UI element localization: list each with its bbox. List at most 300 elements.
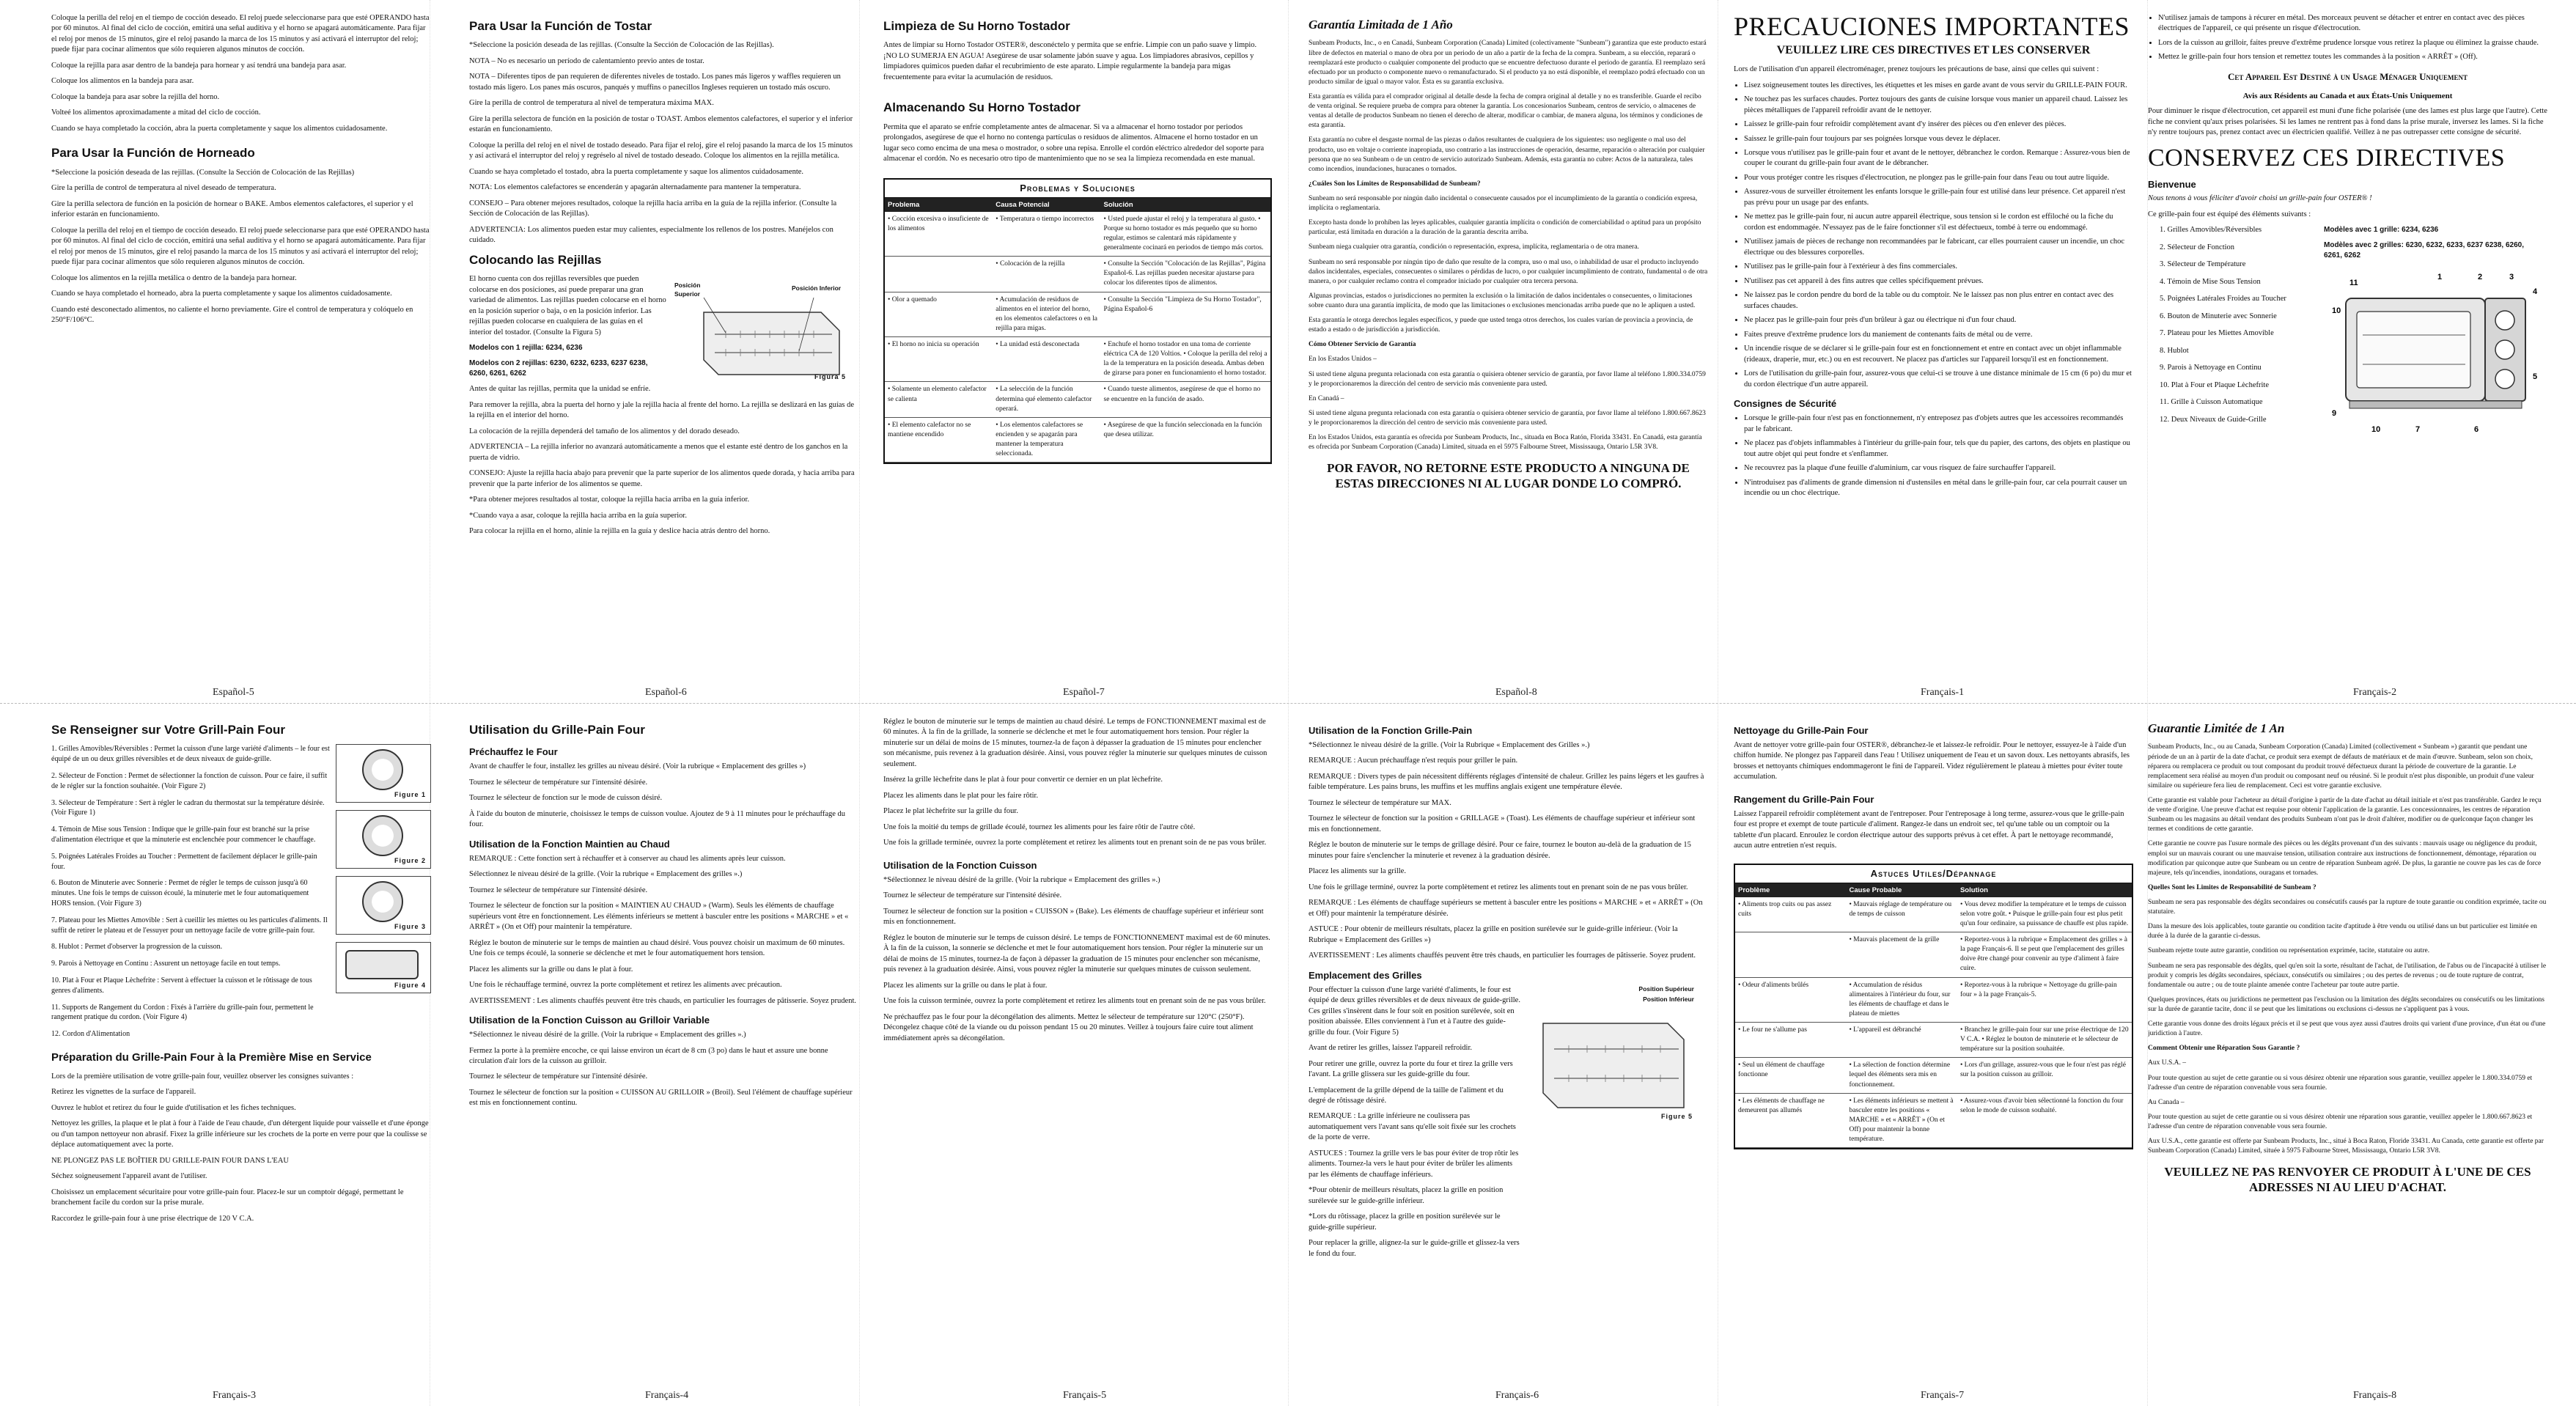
table-cell: • Les éléments de chauffage ne demeurent pas allumés [1735,1093,1846,1148]
list-item: • Un incendie risque de se déclarer si le grille-pain four est en fonctionnement et entre en contact avec un objet inflammable (rideaux, draperie, mur, etc.) ou en est recouvert. Ne placez pas d'articles sur l'appareil lorsqu'il est en fonctionnement. [1744,344,2133,365]
section-heading: Colocando las Rejillas [469,252,602,267]
list-item: • N'utilisez pas le grille-pain four à l'extérieur à des fins commerciales. [1744,262,2133,272]
section-heading: Para Usar la Función de Tostar [469,19,652,33]
list-item: 8. Hublot : Permet d'observer la progression de la cuisson. [51,943,223,952]
section-heading: Para Usar la Función de Horneado [51,146,255,161]
paragraph: Sunbeam niega cualquier otra garantía, condición o representación, expresa, implícita, reglamentaria o de otra manera. [1309,243,1639,251]
subheading: Rangement du Grille-Pain Four [1734,793,1874,805]
section-body [1734,740,2133,783]
paragraph: Pour toute question au sujet de cette garantie ou si vous désirez obtenir une réparation sous garantie, veuillez appeler le 1.800.334.0759 et l'adresse d'un centre de réparation convenable vous sera fournie. [2148,1074,2533,1092]
return-warning: POR FAVOR, NO RETORNE ESTE PRODUCTO A NINGUNA DE ESTAS DIRECCIONES NI AL LUGAR DONDE LO COMPRÓ. [1327,461,1690,490]
paragraph: Antes de quitar las rejillas, permita que la unidad se enfríe. [469,385,651,394]
paragraph: Cuando se haya completado la cocción, abra la puerta completamente y saque los alimentos cuidadosamente. [51,124,388,133]
list-item: • Pour vous protéger contre les risques d'électrocution, ne plongez pas le grille-pain four dans l'eau ou tout autre liquide. [1744,173,2133,183]
page-number: Français-1 [1921,687,1965,698]
list-item: • Faites preuve d'extrême prudence lors du maniement de contenants faits de métal ou de verre. [1744,330,2133,340]
precautions-list [2148,13,2547,63]
paragraph: NOTA – Diferentes tipos de pan requieren de diferentes niveles de tostado. Los panes más ligeros y waffles requieren un tostado más ligero. Los panes más oscuros, panqués y muffins o panecillos Ingleses requieren un tostado más oscuro. [469,73,841,92]
list-item: • N'introduisez pas d'aliments de grande dimension ni d'ustensiles en métal dans le grille-pain four, car cela pourrait causer un incendie ou un choc électrique. [1744,478,2133,499]
figure-4-cord-storage [336,942,431,993]
paragraph: Lors de la première utilisation de votre grille-pain four, veuillez observer les consignes suivantes : [51,1072,354,1081]
table-cell: • El horno no inicia su operación [885,337,993,382]
paragraph: Retirez les vignettes de la surface de l'appareil. [51,1088,196,1097]
panel-francais-3 [51,717,433,1391]
paragraph: Permita que el aparato se enfríe completamente antes de almacenar. Si va a almacenar el horno tostador por periodos prolongados, asegúrese de que el horno no contenga partículas o residuos de alimentos. Almacene el horno tostador en un lugar seco como encima de una mesa o mostrador, o sobre una repisa. Enrolle el cordón eléctrico alrededor del soporte para almacenar el cordón. No es necesario otro tipo de mantenimiento que no se sea la limpieza recomendada en este manual. [883,122,1265,163]
section-heading: Utilisation du Grille-Pain Four [469,723,645,737]
paragraph: Si usted tiene alguna pregunta relacionada con esta garantía o quisiera obtener servicio de garantía, por favor llame al teléfono 1.800.334.0759 y le proporcionaremos la dirección del centro de servicio más conveniente para usted. [1309,370,1706,388]
list-item: • N'utilisez jamais de pièces de rechange non recommandées par le fabricant, car elles pourraient causer un incendie, un choc électrique ou des blessures corporelles. [1744,237,2133,258]
list-item: • N'utilisez jamais de tampons à récurer en métal. Des morceaux peuvent se détacher et entrer en contact avec des pièces électriques de l'appareil, ce qui présente un risque d'électrocution. [2158,13,2547,34]
page-number: Français-3 [213,1390,257,1401]
paragraph: La colocación de la rejilla dependerá del tamaño de los alimentos y del dorado deseado. [469,427,740,435]
table-cell: • La selección de la función determina qué elemento calefactor operará. [993,382,1100,417]
paragraph: Séchez soigneusement l'appareil avant de l'utiliser. [51,1172,207,1181]
table-cell: • Usted puede ajustar el reloj y la temperatura al gusto. • Porque su horno tostador es más pequeño que su horno regular, estimos se calentará más rápidamente y generalmente cocinará en periodos de tiempo más cortos. [1101,212,1270,257]
page-number: Español-7 [1063,687,1105,698]
list-item: • Ne laissez pas le cordon pendre du bord de la table ou du comptoir. Ne le laissez pas non plus entrer en contact avec des surfaces chaudes. [1744,290,2133,312]
section-body [469,274,667,338]
paragraph: Aux U.S.A., cette garantie est offerte par Sunbeam Products, Inc., situé à Boca Raton, Floride 33431. Au Canada, cette garantie est offerte par Sunbeam Corporation (Canada) Limited, située à 5975 Falbourne Street, Mississauga, Ontario L5R 3V8. [2148,1138,2544,1155]
paragraph: *Lors du rôtissage, placez la grille en position surélevée sur le guide-grille supérieur. [1309,1212,1501,1232]
paragraph: Une fois la moitié du temps de grillade écoulé, tournez les aliments pour les faire rôtir de l'autre côté. [883,822,1196,831]
table-row [885,292,1270,336]
list-item: 2. Sélecteur de Fonction : Permet de sélectionner la fonction de cuisson. Pour ce faire, il suffit de le régler sur la fonction souhaitée. (Voir Figure 2) [51,772,328,790]
paragraph: Aux U.S.A. – [2148,1059,2186,1067]
paragraph: Gire la perilla selectora de función en la posición de tostar o TOAST. Ambos elementos calefactores, el superior y el inferior estarán en funcionamiento. [469,114,853,134]
column-header: Problema [885,198,993,212]
table-row [885,212,1270,257]
table-cell: • Consulte la Sección "Colocación de las Rejillas", Página Español-6. Las rejillas pueden necesitar ajustarse para colocar los diferentes tipos de alimentos. [1101,257,1270,292]
table-cell: • Reportez-vous à la rubrique « Nettoyage du grille-pain four » à la page Français-5. [1957,977,2132,1022]
section-body [1734,809,2133,852]
paragraph: En los Estados Unidos, esta garantía es ofrecida por Sunbeam Products, Inc., situada en Boca Ratón, Florida 33431. En Canadá, esta garantía es ofrecida por Sunbeam Corporation (Canada) Limited, situada en el 5975 Falbourne Street, Mississauga, Ontario L5R 3V8. [1309,434,1702,452]
parts-list [2148,225,2324,425]
list-item: 5. Poignées Latérales Froides au Toucher : Permettent de facilement déplacer le grille-pain four. [51,852,317,871]
page-number: Español-8 [1495,687,1537,698]
paragraph: Para colocar la rejilla en el horno, alinie la rejilla en la guía y deslice hacia atrás dentro del horno. [469,527,770,536]
list-item: 12. Deux Niveaux de Guide-Grille [2160,415,2267,424]
table-cell: • L'appareil est débranché [1846,1023,1957,1058]
section-heading: Almacenando Su Horno Tostador [883,100,1081,115]
paragraph: AVERTISSEMENT : Les aliments chauffés peuvent être très chauds, en particulier les fourrages de pâtisserie. Soyez prudent. [469,996,857,1005]
table-cell: • Acumulación de residuos de alimentos en el interior del horno, en los elementos calefactores o en la rejilla para migas. [993,292,1100,336]
intro-block [51,13,433,134]
paragraph: Esta garantía no cubre el desgaste normal de las piezas o daños resultantes de cualquiera de los siguientes: uso negligente o mal uso del producto, uso en voltaje o corriente inapropiada, uso contrario a las instrucciones de operación, desarme, reparación o alteración por cualquier persona que no sea Sunbeam o de un centro de servicio autorizado Sunbeam. Además, esta garantía no cubre: Actos de la naturaleza, tales como incendios, inundaciones, huracanes o tornados. [1309,136,1705,173]
list-item: • Mettez le grille-pain four hors tension et remettez toutes les commandes à la position « ARRÊT » (Off). [2158,52,2547,62]
table-cell: • Solamente un elemento calefactor se calienta [885,382,993,417]
table-cell: • Aliments trop cuits ou pas assez cuits [1735,897,1846,932]
paragraph: Gire la perilla de control de temperatura al nivel de temperatura máxima MAX. [469,99,714,108]
oven-back-icon [345,950,419,979]
list-item: 1. Grilles Amovibles/Réversibles [2160,226,2262,235]
section-heading: Garantía Limitada de 1 Año [1309,18,1453,32]
paragraph: Coloque la perilla del reloj en el nivel de tostado deseado. Para fijar el reloj, gire el reloj pasando la marca de los 15 minutos y así activará el interruptor del reloj y regréselo al nivel de tostado deseado. Coloque los alimentos en la rejilla metálica. [469,141,853,161]
rack-text [469,274,667,384]
paragraph: El horno cuenta con dos rejillas reversibles que pueden colocarse en dos posiciones, así puede preparar una gran variedad de alimentos. Las rejillas pueden colocarse en el horno en la posición superior o baja, o en la posición inferior. Las rejillas pueden colocarse en cualquiera de las guías en el interior del tostador. (Consulte la Figura 5) [469,275,666,336]
panel-francais-7 [1734,717,2133,1391]
paragraph: Sunbeam ne sera pas responsable des dégâts, quel qu'en soit la sorte, résultant de l'achat, de l'utilisation, de l'abus ou de l'incapacité à utiliser le produit y compris les dégâts secondaires, spéciaux, consécutifs ou similaires ; ou des pertes de revenus ; ou de toute rupture de contrat, fondamentale ou autre ; ou de toute plainte amenée contre l'acheteur par toute autre partie. [2148,962,2547,989]
page-number: Français-4 [645,1390,689,1401]
paragraph: Ne préchauffez pas le four pour la décongélation des aliments. Mettez le sélecteur de température sur 120°C (250°F). Décongelez chaque côté de la viande ou du poisson pendant 15 ou 20 minutes. Veillez à toujours faire cuire tout aliment immédiatement après sa décongélation. [883,1012,1254,1042]
paragraph: REMARQUE : Divers types de pain nécessitent différents réglages d'intensité de chaleur. Grillez les pains légers et les gaufres à faible température. Les pains bruns, les muffins et les muffins anglais exigent une température élevée. [1309,772,1704,792]
paragraph: REMARQUE : Les éléments de chauffage supérieurs se mettent à basculer entre les positions « MARCHE » et « ARRÊT » (On et Off) pour maintenir la température désirée. [1309,899,1703,918]
function-dial-icon [362,815,403,856]
paragraph: Cuando se haya completado el tostado, abra la puerta completamente y saque los alimentos cuidadosamente. [469,167,804,176]
paragraph: Coloque la perilla del reloj en el tiempo de cocción deseado. El reloj puede seleccionarse para que esté OPERANDO hasta por 60 minutos. Al final del ciclo de cocción, emitirá una señal auditiva y el horno se apagará automáticamente. Para fijar el reloj por menos de 15 minutos, gire el reloj pasando la marca de los 15 minutos y así activará el interruptor del reloj; puede fijar para cocinar alimentos que sólo requieren algunos minutos de cocción. [51,226,430,267]
paragraph: Tournez le sélecteur de température sur l'intensité désirée. [469,778,648,787]
subheading: Quelles Sont les Limites de Responsabilité de Sunbeam ? [2148,883,2316,891]
list-item: 9. Parois à Nettoyage en Continu : Assurent un nettoyage facile en tout temps. [51,960,281,968]
section-body [469,40,858,246]
table-cell: • Mauvais réglage de température ou de temps de cuisson [1846,897,1957,932]
paragraph: Tournez le sélecteur de température sur MAX. [1309,798,1451,807]
panel-espanol-7 [883,13,1272,688]
paragraph: Coloque los alimentos en la rejilla metálica o dentro de la bandeja para hornear. [51,273,297,282]
paragraph: Coloque la perilla del reloj en el tiempo de cocción deseado. El reloj puede seleccionarse para que esté OPERANDO hasta por 60 minutos. Al final del ciclo de cocción, emitirá una señal auditiva y el horno se apagará automáticamente. Para fijar el reloj por menos de 15 minutos, gire el reloj pasando la marca de los 15 minutos y así activará el interruptor del reloj; puede fijar para cocinar alimentos que sólo requieren algunos minutos de cocción. [51,14,430,54]
panel-francais-8 [2148,717,2547,1391]
table-row [1735,977,2132,1022]
panel-francais-1 [1734,13,2133,688]
paragraph: Gire la perilla de control de temperatura al nivel deseado de temperatura. [51,184,276,193]
features-list [51,744,330,1046]
panel-espanol-5 [51,13,433,688]
paragraph: Para remover la rejilla, abra la puerta del horno y jale la rejilla hacia al frente del horno. La rejilla se deslizará en las guías de la rejilla en el interior del horno. [469,400,855,420]
paragraph: Tournez le sélecteur de température sur l'intensité désirée. [883,891,1062,900]
paragraph: *Cuando vaya a asar, coloque la rejilla hacia arriba en la guía superior. [469,511,687,520]
list-item: 7. Plateau pour les Miettes Amovible [2160,329,2274,338]
paragraph: Sunbeam no será responsable por ningún tipo de daño que resulte de la compra, uso o mal uso, o inhabilidad de usar el producto incluyendo daños incidentales, especiales, consecuentes o similares o pérdidas de lucro, o por cualquier incumplimiento de contrato, fundamental o de otra manera, o por cualquier reclamo contra el comprador iniciado por cualquier otra tercera persona. [1309,258,1708,285]
paragraph: Tournez le sélecteur de fonction sur la position « GRILLAGE » (Toast). Les éléments de chauffage supérieur et inférieur sont mis en fonctionnement. [1309,814,1696,833]
paragraph: Fermez la porte à la première encoche, ce qui laisse environ un écart de 8 cm (3 po) dans le haut et assure une bonne circulation d'air lors de la cuisson au grilloir. [469,1046,828,1065]
figure-caption: Figure 3 [394,923,426,931]
table-row [1735,932,2132,977]
plug-notice: Pour diminuer le risque d'électrocution, cet appareil est muni d'une fiche polarisée (une des lames est plus large que l'autre). Cette fiche ne convient qu'aux prises polarisées. Si les lames ne rentrent pas à fond dans la prise murale, inversez les lames. Si la fiche n'y rentre toujours pas, prenez contact avec un électricien qualifié. Veillez à ne pas outrepasser cette consigne de sécurité. [2148,107,2547,137]
safety-list [1734,413,2133,498]
section-body [1309,355,1708,452]
paragraph: Choisissez un emplacement sécuritaire pour votre grille-pain four. Placez-le sur un comptoir dégagé, permettant le branchement facile du cordon sur la prise murale. [51,1188,404,1207]
table-cell: • La unidad está desconectada [993,337,1100,382]
section-body [2148,743,2547,877]
section-body [51,168,433,326]
paragraph: Réglez le bouton de minuterie sur le temps de cuisson désiré. Le temps de FONCTIONNEMENT maximal est de 60 minutes. À la fin de la cuisson, la sonnerie se déclenche et met le four automatiquement hors tension. Pour régler la minuterie sur un délai de moins de 15 minutes, tournez-la de façon à dépasser la graduation de 15 minutes pour enclencher son mécanisme, puis revenez à la graduation désirée. Ainsi, vous pouvez régler la minuterie sur quelques minutes de cuisson seulement. [883,933,1270,974]
figure-3-timer-dial [336,876,431,935]
list-item: 4. Témoin de Mise sous Tension : Indique que le grille-pain four est branché sur la prise d'alimentation électrique et que la minuterie est enclenchée pour commencer le chauffage. [51,825,316,844]
section-body [469,1030,858,1109]
paragraph: REMARQUE : La grille inférieure ne coulissera pas automatiquement vers l'avant sans qu'elle soit fixée sur les crochets de la porte de verre. [1309,1112,1516,1142]
list-item: 9. Parois à Nettoyage en Continu [2160,364,2262,372]
table-cell: • Branchez le grille-pain four sur une prise électrique de 120 V C.A. • Réglez le bouton de minuterie et le sélecteur de température sur la position souhaitée. [1957,1023,2132,1058]
callout-number: 4 [2533,287,2538,297]
table-cell: • Accumulation de résidus alimentaires à l'intérieur du four, sur les éléments de chauffage et dans le plateau de miettes [1846,977,1957,1022]
temperature-dial-icon [362,749,403,790]
features-section [51,744,433,1046]
table-cell: • Le four ne s'allume pas [1735,1023,1846,1058]
paragraph: Pour retirer une grille, ouvrez la porte du four et tirez la grille vers l'avant. La grille glissera sur les guide-grille du four. [1309,1059,1513,1079]
panel-francais-6 [1309,717,1708,1391]
list-item: 3. Sélecteur de Température : Sert à régler le cadran du thermostat sur la température désirée. (Voir Figure 1) [51,798,325,817]
figure-caption: Figure 2 [394,857,426,865]
panel-francais-5 [883,717,1272,1391]
callout-number: 9 [2332,409,2337,419]
paragraph: Nettoyez les grilles, la plaque et le plat à four à l'aide de l'eau chaude, d'un détergent liquide pour vaisselle et d'une éponge ou d'un tampon nettoyeur non abrasif. Fixez la grille inférieure sur les crochets de la porte en verre pour que la coulisse se déplace automatiquement avec la porte. [51,1119,429,1149]
paragraph: Une fois le grillage terminé, ouvrez la porte complètement et retirez les aliments tout en prenant soin de ne pas vous brûler. [1309,883,1688,891]
paragraph: Sunbeam no será responsable por ningún daño incidental o consecuente causados por el incumplimiento de la garantía o condición expresa, implícita o reglamentaria. [1309,194,1698,213]
paragraph: Avant de nettoyer votre grille-pain four OSTER®, débranchez-le et laissez-le refroidir. Pour le nettoyer, essuyez-le à l'aide d'un chiffon humide. Ne plongez pas l'appareil dans l'eau ! Utilisez uniquement de l'eau et un savon doux. Les nettoyants abrasifs, les brosses et nettoyants chimiques endommageront le fini de l'appareil. Videz régulièrement le plateau à miettes pour éviter toute accumulation. [1734,740,2130,781]
list-item: • Ne mettez pas le grille-pain four, ni aucun autre appareil électrique, sous tension si le cordon est effiloché ou la fiche du cordon est endommagée. N'essayez pas de le faire fonctionner s'il est défectueux, tombé à terre ou endommagé. [1744,212,2133,233]
rack-position-illustration [1528,1009,1690,1119]
section-body [883,122,1272,165]
paragraph: REMARQUE : Cette fonction sert à réchauffer et à conserver au chaud les aliments après leur cuisson. [469,854,786,863]
table-cell: • Olor a quemado [885,292,993,336]
section-body [883,875,1272,1044]
list-item: • Lors de l'utilisation du grille-pain four, assurez-vous que celui-ci se trouve à une distance minimale de 15 cm (6 po) du mur et du cordon électrique d'un autre appareil. [1744,369,2133,390]
column-header: Solución [1101,198,1270,212]
paragraph: Réglez le bouton de minuterie sur le temps de maintien au chaud désiré. Le temps de FONCTIONNEMENT maximal est de 60 minutes. À la fin de la grillade, la sonnerie se déclenche et met le four automatiquement hors tension. Pour régler la minuterie sur un délai de moins de 15 minutes, tournez-la de façon à dépasser la graduation de 15 minutes pour enclencher son mécanisme, puis revenez à la graduation désirée. Ainsi, vous pouvez régler la minuterie sur quelques minutes de cuisson seulement. [883,718,1267,768]
paragraph: Sélectionnez le niveau désiré de la grille. (Voir la rubrique « Emplacement des grilles ».) [469,870,743,879]
paragraph: Placez les aliments sur la grille ou dans le plat à four. [469,965,633,973]
table-cell: • Cuando tueste alimentos, asegúrese de que el horno no se encuentre en la función de asado. [1101,382,1270,417]
table-cell: • Les éléments inférieurs se mettent à basculer entre les positions « MARCHE » et « ARRÊT » (On et Off) pour maintenir la bonne température. [1846,1093,1957,1148]
callout-number: 1 [2437,273,2443,282]
table-cell: • Cocción excesiva o insuficiente de los alimentos [885,212,993,257]
table-cell: • Reportez-vous à la rubrique « Emplacement des grilles » à la page Français-6. Il se peut que l'emplacement des grilles doive être changé pour convenir au type d'aliment à faire cuire. [1957,932,2132,977]
paragraph: Placez les aliments sur la grille ou dans le plat à four. [883,981,1048,990]
paragraph: Algunas provincias, estados o jurisdicciones no permiten la exclusión o la limitación de daños incidentales o consecuentes, o limitaciones sobre cuanto dura una garantía implícita, de modo que las limitaciones o exclusiones mencionadas arriba puede que no le apliquen a usted. [1309,292,1696,309]
models-one-rack: Modelos con 1 rejilla: 6234, 6236 [469,344,583,353]
paragraph: Cette garantie vous donne des droits légaux précis et il se peut que vous ayez aussi d'autres droits qui varient d'une province, d'un état ou d'une juridiction à l'autre. [2148,1020,2546,1038]
paragraph: Sunbeam rejette toute autre garantie, condition ou représentation exprimée, tacite, statutaire ou autre. [2148,947,2430,955]
list-item: • Lorsque vous n'utilisez pas le grille-pain four et avant de le nettoyer, débranchez le cordon. Remarque : Assurez-vous bien de couper le courant du grille-pain four avant de le débrancher. [1744,148,2133,169]
list-item: 7. Plateau pour les Miettes Amovible : Sert à cueillir les miettes ou les particules d'aliments. Il suffit de retirer le plateau et de l'essuyer pour un nettoyage facile de votre grille-pain four. [51,916,328,935]
list-item: 11. Grille à Cuisson Automatique [2160,398,2263,407]
page-number: Español-5 [213,687,254,698]
list-item: 2. Sélecteur de Fonction [2160,243,2235,251]
table-cell: • Asegúrese de que la función seleccionada en la función que desea utilizar. [1101,417,1270,462]
section-body [2148,898,2547,1039]
paragraph: Pour effectuer la cuisson d'une large variété d'aliments, le four est équipé de deux grilles réversibles et de deux niveaux de guide-grille. Ces grilles s'insèrent dans le four soit en position surélevée, soit en position abaissée. Elles conviennent à l'un et à l'autre des guide-grille du four. (Voir Figure 5) [1309,985,1520,1037]
column-header: Problème [1735,883,1846,897]
rack-section [469,274,858,384]
rack-illustration [674,290,850,386]
paragraph: L'emplacement de la grille dépend de la taille de l'aliment et du degré de rôtissage désiré. [1309,1086,1504,1105]
list-item: 3. Sélecteur de Température [2160,260,2246,269]
callout-number: 2 [2478,273,2483,282]
list-item: • Ne touchez pas les surfaces chaudes. Portez toujours des gants de cuisine lorsque vous manier un appareil chaud. Laissez les pièces métalliques de l'appareil refroidir avant de le nettoyer. [1744,95,2133,116]
paragraph: Insérez la grille lèchefrite dans le plat à four pour convertir ce dernier en un plat lèchefrite. [883,776,1163,784]
panel-espanol-8 [1309,13,1708,688]
list-item: • N'utilisez pas cet appareil à des fins autres que celles spécifiquement prévues. [1744,276,2133,287]
subheading: Utilisation de la Fonction Cuisson [883,859,1037,871]
paragraph: Laissez l'appareil refroidir complètement avant de l'entreposer. Pour l'entreposage à long terme, assurez-vous que le grille-pain four est propre et exempt de toute particule d'aliment. Rangez-le dans un endroit sec, tel qu'une table ou un comptoir ou la tablette d'un placard. Enroulez le cordon électrique autour des supports prévus à cet effet. À part le nettoyage recommandé, aucun autre entretien n'est requis. [1734,809,2124,850]
label-lower-position: Position Inférieur [1643,995,1694,1003]
household-notice: Cet Appareil Est Destiné à un Usage Ménager Uniquement [2227,70,2468,82]
list-item: • Ne recouvrez pas la plaque d'une feuille d'aluminium, car vous risquez de faire surchauffer l'appareil. [1744,463,2133,474]
paragraph: *Para obtener mejores resultados al tostar, coloque la rejilla hacia arriba en la guía inferior. [469,496,750,504]
paragraph: Une fois la cuisson terminée, ouvrez la porte complètement et retirez les aliments tout en prenant soin de ne pas vous brûler. [883,997,1266,1006]
label-upper-position: Position Supérieur [1638,984,1694,993]
paragraph: NOTA – No es necesario un período de calentamiento previo antes de tostar. [469,56,704,65]
paragraph: Sunbeam Products, Inc., ou au Canada, Sunbeam Corporation (Canada) Limited (collectivement « Sunbeam ») garantit que pendant une période de un an à partir de la date d'achat, ce produit sera exempt de défauts de matériaux et de main d'œuvre. Sunbeam, selon son choix, réparera ou remplacera ce produit ou tout composant du produit trouvé défectueux durant la période de couverture de la garantie. Le remplacement sera réalisé au moyen d'un produit ou composant neuf ou réusiné. Si le produit n'est plus disponible, un produit d'une valeur similaire ou supérieure fera lieu de remplacement. Ceci est votre garantie exclusive. [2148,743,2534,790]
figure-caption: Figure 4 [394,982,426,990]
paragraph: CONSEJO – Para obtener mejores resultados, coloque la rejilla hacia arriba en la guía de la rejilla inferior. (Consulte la Sección de Colocación de las Rejillas). [469,199,837,218]
paragraph: *Seleccione la posición deseada de las rejillas. (Consulte la Sección de Colocación de las Rejillas). [469,41,774,50]
section-body [1309,985,1521,1265]
troubleshooting-grid [885,198,1270,463]
list-item: 11. Supports de Rangement du Cordon : Fixés à l'arrière du grille-pain four, permettent le rangement pratique du cordon. (Voir Figure 4) [51,1003,314,1022]
paragraph: Tournez le sélecteur de fonction sur la position « CUISSON AU GRILLOIR » (Broil). Seul l'élément de chauffage supérieur est mis en fonctionnement continu. [469,1088,853,1108]
callout-number: 3 [2509,273,2514,282]
section-body [469,384,858,537]
return-warning: VEUILLEZ NE PAS RENVOYER CE PRODUIT À L'UNE DE CES ADRESSES NI AU LIEU D'ACHAT. [2164,1165,2531,1194]
table-cell: • Lors d'un grillage, assurez-vous que le four n'est pas réglé sur la position cuisson au grilloir. [1957,1058,2132,1093]
column-header: Cause Probable [1846,883,1957,897]
welcome-text: Nous tenons à vous féliciter d'avoir choisi un grille-pain four OSTER® ! [2148,194,2372,203]
paragraph: Réglez le bouton de minuterie sur le temps de grillage désiré. Pour ce faire, tournez le bouton au-delà de la graduation de 15 minutes pour faire s'enclencher la minuterie et revenez à la graduation désirée. [1309,841,1691,860]
table-title: Astuces Utiles/Dépannage [1734,864,2133,883]
subheading: Utilisation de la Fonction Maintien au Chaud [469,838,670,850]
paragraph: NOTA: Los elementos calefactores se encenderán y apagarán alternadamente para mantener la temperatura. [469,183,801,192]
section-body [469,854,858,1006]
intro-text: Lors de l'utilisation d'un appareil électroménager, prenez toujours les précautions de base, ainsi que celles qui suivent : [1734,65,2100,74]
table-cell: • Mauvais placement de la grille [1846,932,1957,977]
table-row [1735,1023,2132,1058]
parts-section [2148,225,2547,504]
paragraph: Volteé los alimentos aproximadamente a mitad del ciclo de cocción. [51,108,261,117]
paragraph: Pour replacer la grille, alignez-la sur le guide-grille et glissez-la vers le fond du four. [1309,1239,1520,1258]
paragraph: NE PLONGEZ PAS LE BOÎTIER DU GRILLE-PAIN FOUR DANS L'EAU [51,1156,289,1165]
paragraph: Placez les aliments dans le plat pour les faire rôtir. [883,791,1039,800]
subheading: Cómo Obtener Servicio de Garantía [1309,341,1416,349]
list-item: 1. Grilles Amovibles/Réversibles : Permet la cuisson d'une large variété d'aliments – le four est équipé de un ou deux grilles réversibles et de deux niveaux de guide-grille. [51,745,330,764]
table-cell: • El elemento calefactor no se mantiene encendido [885,417,993,462]
table-cell: • La sélection de fonction détermine lequel des éléments sera mis en fonctionnement. [1846,1058,1957,1093]
paragraph: Ouvrez le hublot et retirez du four le guide d'utilisation et les fiches techniques. [51,1103,296,1112]
list-item: 12. Cordon d'Alimentation [51,1030,130,1039]
list-item: 6. Bouton de Minuterie avec Sonnerie : Permet de régler le temps de cuisson jusqu'à 60 minutes. Une fois le temps de cuisson écoulé, la minuterie met le four automatiquement HORS tension. (Voir Figure 3) [51,879,309,908]
section-heading: Se Renseigner sur Votre Grill-Pain Four [51,723,285,737]
paragraph: *Sélectionnez le niveau désiré de la grille. (Voir la Rubrique « Emplacement des Grilles ».) [1309,740,1590,749]
figure-2-function-dial [336,810,431,869]
paragraph: Tournez le sélecteur de fonction sur le mode de cuisson désiré. [469,794,663,803]
subheading: Préchauffez le Four [469,746,558,758]
subheading: Utilisation de la Fonction Cuisson au Grilloir Variable [469,1015,710,1026]
parts-intro: Ce grille-pain four est équipé des éléments suivants : [2148,210,2311,218]
subheading: Consignes de Sécurité [1734,398,1837,410]
paragraph: ADVERTENCIA – La rejilla inferior no avanzará automáticamente a menos que el estante esté dentro de los ganchos en la puerta de vidrio. [469,443,848,462]
list-item: • Lorsque le grille-pain four n'est pas en fonctionnement, n'y entreposez pas d'objets autres que les accessoires recommandés par le fabricant. [1744,413,2133,435]
list-item: • Lors de la cuisson au grilloir, faites preuve d'extrême prudence lorsque vous retirez la plaque ou éliminez la graisse chaude. [2158,38,2547,48]
models-block [2324,225,2536,265]
list-item: 6. Bouton de Minuterie avec Sonnerie [2160,312,2277,320]
paragraph: En Canadá – [1309,394,1344,402]
table-row [885,257,1270,292]
paragraph: Sunbeam Products, Inc., o en Canadá, Sunbeam Corporation (Canada) Limited (colectivamente "Sunbeam") garantiza que este producto estará libre de defectos en material o mano de obra por un periodo de un año a partir de la fecha de la compra. Sunbeam, a su elección, reparará o reemplazará este producto o cualquier componente del producto que se encuentre defectuoso durante el periodo de garantía. El reemplazo será efectuado por un producto o componente nuevo o remanufacturado. Si el producto ya no está disponible, el reemplazo podrá efectuado con un producto similar de igual o mayor valor. Ésta es su garantía exclusiva. [1309,40,1707,86]
table-row [885,337,1270,382]
panel-francais-4 [469,717,858,1391]
figure-5-rack-positions [1528,985,1697,1125]
paragraph: *Seleccione la posición deseada de las rejillas. (Consulte la Sección de Colocación de las Rejillas) [51,168,355,177]
column-header: Solution [1957,883,2132,897]
callout-number: 6 [2474,425,2479,435]
paragraph: À l'aide du bouton de minuterie, choisissez le temps de cuisson voulue. Ajoutez de 9 à 11 minutes pour le préchauffage du four. [469,809,846,829]
paragraph: CONSEJO: Ajuste la rejilla hacia abajo para prevenir que la parte superior de los alimentos quede dorada, y hacia arriba para prevenir que la parte inferior de los alimentos se queme. [469,469,855,488]
paragraph: Tournez le sélecteur de fonction sur la position « CUISSON » (Bake). Les éléments de chauffage supérieur et inférieur sont mis en fonctionnement. [883,907,1264,927]
paragraph: ADVERTENCIA: Los alimentos pueden estar muy calientes, especialmente los rellenos de los postres. Manéjelos con cuidado. [469,225,833,245]
paragraph: Avant de chauffer le four, installez les grilles au niveau désiré. (Voir la rubrique « Emplacement des grilles ») [469,762,806,771]
section-body [883,717,1272,849]
paragraph: Dans la mesure des lois applicables, toute garantie ou condition tacite d'aptitude à être vendu ou utilisé dans un but particulier est limitée en durée à la durée de la garantie ci-dessus. [2148,923,2537,941]
subheading: ¿Cuáles Son los Límites de Responsabilidad de Sunbeam? [1309,180,1481,188]
paragraph: Au Canada – [2148,1098,2185,1106]
table-cell: • Vous devez modifier la température et le temps de cuisson selon votre goût. • Puisque le grille-pain four est plus petit qu'un four ordinaire, sa puissance de chauffe est plus rapide. [1957,897,2132,932]
troubleshooting-table [1734,864,2133,1149]
paragraph: Sunbeam ne sera pas responsable des dégâts secondaires ou consécutifs causés par la rupture de toute garantie ou condition exprimée, tacite ou statutaire. [2148,898,2547,916]
paragraph: Gire la perilla selectora de función en la posición de hornear o BAKE. Ambos elementos calefactores, el superior y el inferior estarán en funcionamiento. [51,199,413,219]
table-cell: • Temperatura o tiempo incorrectos [993,212,1100,257]
paragraph: Antes de limpiar su Horno Tostador OSTER®, desconéctelo y permita que se enfríe. Limpie con un paño suave y limpio. ¡NO LO SUMERJA EN AGUA! Asegúrese de usar solamente jabón suave y agua. Los limpiadores abrasivos, cepillos y limpiadores químicos pueden dañar el recubrimiento de este aparato. Limpie regularmente la bandeja para migas frecuentemente para evitar la acumulación de residuos. [883,41,1257,81]
section-body [2148,1059,2547,1156]
paragraph: Pour toute question au sujet de cette garantie ou si vous désirez obtenir une réparation sous garantie, veuillez appeler le 1.800.667.8623 et l'adresse d'un centre de réparation convenable vous sera fournie. [2148,1113,2533,1130]
section-body [469,762,858,830]
column-header: Causa Potencial [993,198,1100,212]
page-number: Français-7 [1921,1390,1965,1401]
section-body [1309,740,1708,962]
models-two-racks: Modelos con 2 rejillas: 6230, 6232, 6233, 6237 6238, 6260, 6261, 6262 [469,358,648,378]
section-body [51,1072,433,1224]
page-subtitle: VEUILLEZ LIRE CES DIRECTIVES ET LES CONSERVER [1776,44,2091,56]
page-number: Français-2 [2353,687,2397,698]
page-title: PRECAUCIONES IMPORTANTES [1734,13,2130,41]
table-row [885,382,1270,417]
callout-number: 5 [2533,372,2538,382]
figure-caption: Figure 5 [1660,1113,1693,1121]
paragraph: Cette garantie ne couvre pas l'usure normale des pièces ou les dégâts provenant d'un des suivants : mauvais usage ou négligence du produit, emploi sur un mauvais courant ou une mauvaise tension, utilisation contraire aux instructions de fonctionnement, démontage, réparation ou modification par quiconque autre que Sunbeam ou un centre de réparation Sunbeam agréé. De plus, la garantie ne couvre pas les cas de force majeure, tels qu'incendies, inondations, ouragans et tornades. [2148,840,2542,877]
section-body [883,40,1272,83]
paragraph: Tournez le sélecteur de fonction sur la position « MAINTIEN AU CHAUD » (Warm). Seuls les éléments de chauffage supérieurs vont être en fonctionnement. Les éléments inférieurs se mettent à basculer entre les positions « MARCHE » et « ARRÊT » (On et Off) pour maintenir la température. [469,902,849,932]
table-row [1735,1058,2132,1093]
table-cell: • Enchufe el horno tostador en una toma de corriente eléctrica CA de 120 Voltios. • Coloque la perilla del reloj a la de la temperatura en la posición deseada. Ambas deben de girarse para poner en funcionamiento el horno tostador. [1101,337,1270,382]
figure-caption: Figura 5 [814,372,846,380]
panel-espanol-6 [469,13,858,688]
page-number: Français-6 [1495,1390,1539,1401]
paragraph: *Pour obtenir de meilleurs résultats, placez la grille en position surélevée sur le guide-grille inférieur. [1309,1186,1504,1205]
table-cell: • Consulte la Sección "Limpieza de Su Horno Tostador", Página Español-6 [1101,292,1270,336]
paragraph: Quelques provinces, états ou juridictions ne permettent pas l'exclusion ou la limitation des dégâts secondaires ou consécutifs ou les limitations sur la durée de garantie tacite, donc il se peut que les limitations ou exclusions ci-dessus ne s'appliquent pas à vous. [2148,995,2544,1013]
list-item: • Laissez le grille-pain four refroidir complètement avant d'y insérer des pièces ou d'en enlever des pièces. [1744,119,2133,130]
callout-number: 10 [2332,306,2341,316]
paragraph: Cuando se haya completado el horneado, abra la puerta completamente y saque los alimentos cuidadosamente. [51,290,392,298]
label-upper-position: Posición Superior [674,281,701,298]
list-item: • Assurez-vous de surveiller étroitement les enfants lorsque le grille-pain four est utilisé dans leur présence. Cet appareil n'est pas prévu pour un usage par des enfants. [1744,187,2133,208]
residents-notice: Avis aux Résidents au Canada et aux États-Unis Uniquement [2242,91,2453,100]
list-item: • Ne placez pas le grille-pain four près d'un brûleur à gaz ou électrique ni d'un four chaud. [1744,315,2133,325]
paragraph: Tournez le sélecteur de température sur l'intensité désirée. [469,1072,648,1081]
paragraph: En los Estados Unidos – [1309,356,1377,364]
paragraph: *Sélectionnez le niveau désiré de la grille. (Voir la rubrique « Emplacement des grilles ».) [883,875,1160,884]
conserve-title: CONSERVEZ CES DIRECTIVES [2148,144,2506,172]
table-row [1735,897,2132,932]
list-item: 10. Plat à Four et Plaque Lèchefrite : Servent à effectuer la cuisson et le rôtissage de tous genres d'aliments. [51,976,312,995]
callout-number: 10 [2371,425,2381,435]
subheading: Comment Obtenir une Réparation Sous Garantie ? [2148,1045,2300,1053]
paragraph: Coloque los alimentos en la bandeja para asar. [51,77,194,86]
bottom-row [0,703,2576,1406]
paragraph: Placez le plat lèchefrite sur la grille du four. [883,807,1018,816]
welcome-heading: Bienvenue [2148,178,2196,190]
paragraph: AVERTISSEMENT : Les aliments chauffés peuvent être très chauds, en particulier les fourrages de pâtisserie. Soyez prudent. [1309,952,1696,960]
table-row [885,417,1270,462]
paragraph: ASTUCES : Tournez la grille vers le bas pour éviter de trop rôtir les aliments. Tournez-la vers le haut pour éviter de brûler les aliments par les éléments de chauffage inférieurs. [1309,1149,1519,1179]
